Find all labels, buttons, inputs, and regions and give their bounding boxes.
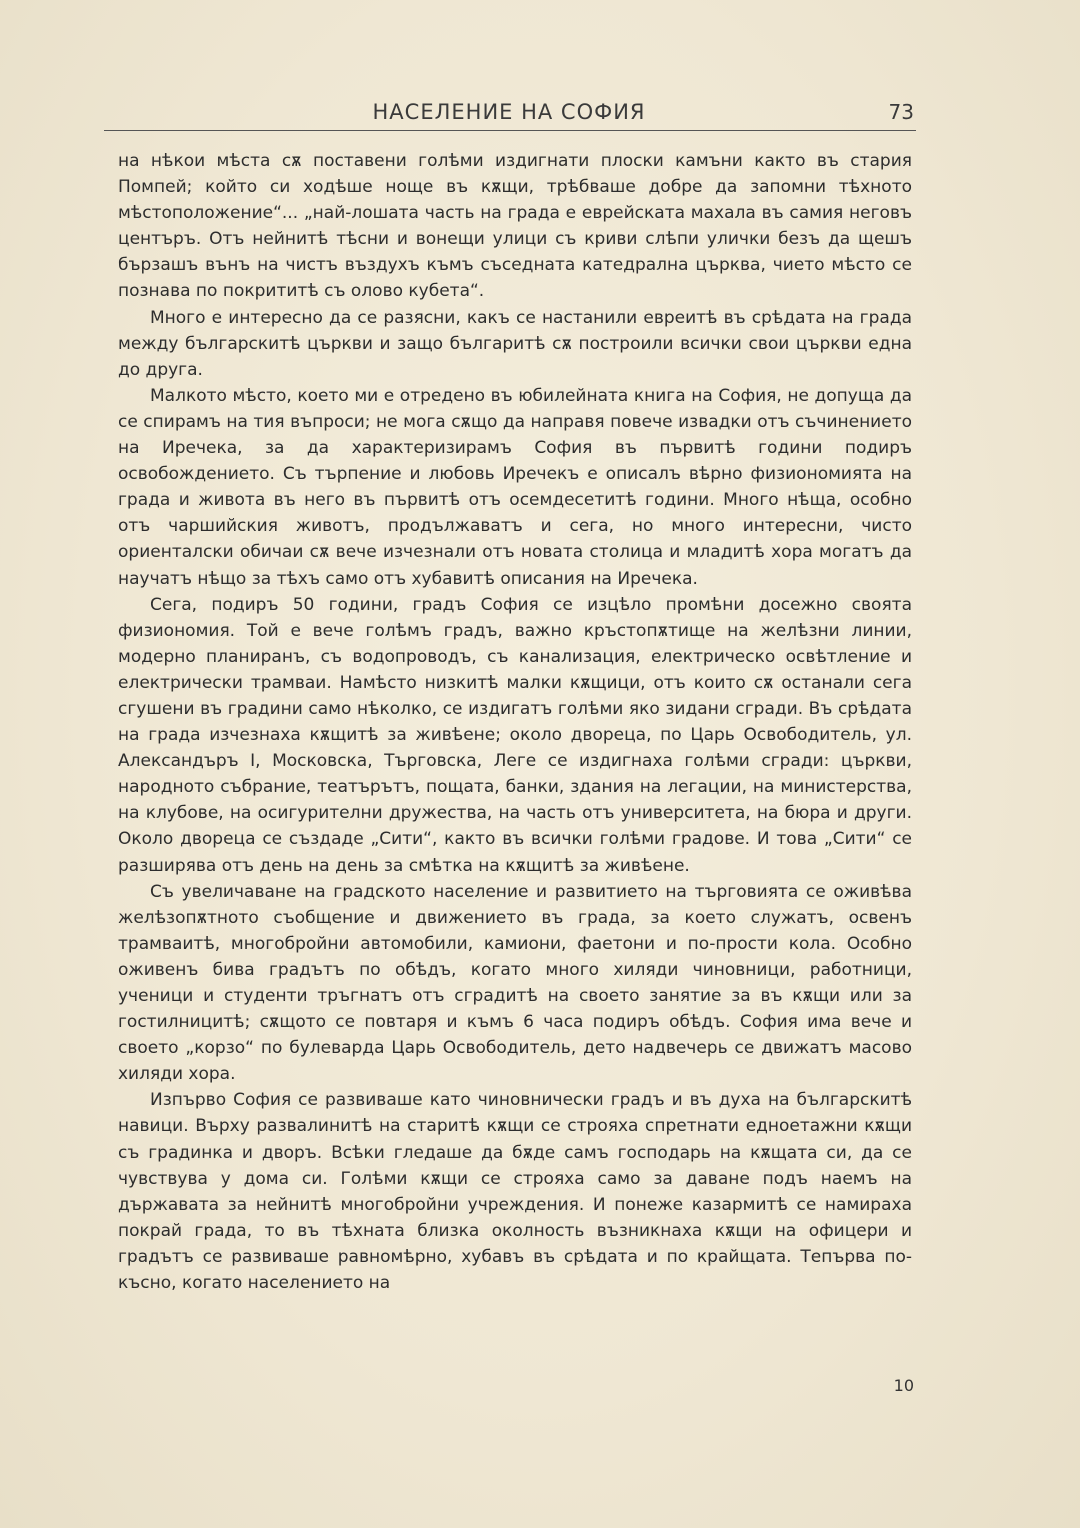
paragraph-2: Много е интересно да се разясни, какъ се настанили евреитѣ въ срѣдата на града между българскитѣ църкви и защо българитѣ сѫ построили всички свои църкви една до друга.: [118, 307, 912, 380]
body-text: [118, 148, 912, 1296]
paragraph-3: Малкото мѣсто, което ми е отредено въ юбилейната книга на София, не допуща да се спирамъ на тия въпроси; не мога сѫщо да направя повече извадки отъ съчинението на Иречека, за да характеризирамъ София въ първитѣ години подиръ освобождението. Съ търпение и любовь Иречекъ е описалъ вѣрно физиономията на града и живота въ него въ първитѣ отъ осемдесетитѣ години. Много нѣща, особно отъ чаршийския животъ, продължаватъ и сега, но много интересни, чисто ориенталски обичаи сѫ вече изчезнали отъ новата столица и младитѣ хора могатъ да научатъ нѣщо за тѣхъ само отъ хубавитѣ описания на Иречека.: [118, 385, 912, 589]
header-rule: [104, 130, 916, 131]
paragraph-1: на нѣкои мѣста сѫ поставени голѣми издигнати плоски камъни както въ стария Помпей; който си ходѣше ноще въ кѫщи, трѣбваше добре да запомни тѣхното мѣстоположение“... „най-лошата часть на града е еврейската махала въ самия неговъ центъръ. Отъ нейнитѣ тѣсни и вонещи улици съ криви слѣпи улички безъ да щешъ бързашъ вънъ на чистъ въздухъ къмъ съседната катедрална църква, чието мѣсто се познава по покрититѣ съ олово кубета“.: [118, 151, 912, 302]
paragraph-5: Съ увеличаване на градското население и развитието на търговията се оживѣва желѣзопѫтното съобщение и движението въ града, за което служатъ, освенъ трамваитѣ, многобройни автомобили, камиони, фаетони и по-прости кола. Особно оживенъ бива градътъ по обѣдъ, когато много хиляди чиновници, работници, ученици и студенти тръгнатъ отъ сградитѣ на своето занятие за въ кѫщи или за гостилницитѣ; сѫщото се повтаря и къмъ 6 часа подиръ обѣдъ. София има вече и своето „корзо“ по булеварда Царь Освободитель, дето надвечерь се движатъ масово хиляди хора.: [118, 881, 912, 1085]
page-title: НАСЕЛЕНИЕ НА СОФИЯ: [372, 100, 646, 124]
paragraph-6: Изпърво София се развиваше като чиновнически градъ и въ духа на българскитѣ навици. Върху развалинитѣ на старитѣ кѫщи се строяха спретнати едноетажни кѫщи съ градинка и дворъ. Всѣки гледаше да бѫде самъ господарь на кѫщата си, да се чувствува у дома си. Голѣми кѫщи се строяха само за даване подъ наемъ на държавата за нейнитѣ многобройни учреждения. И понеже казармитѣ се намираха покрай града, то въ тѣхната близка околность възникнаха кѫщи на офицери и градътъ се развиваше равномѣрно, хубавъ въ срѣдата и по крайщата. Тепърва по-късно, когато населението на: [118, 1090, 912, 1294]
paragraph-4: Сега, подиръ 50 години, градъ София се изцѣло промѣни досежно своята физиономия. Той е вече голѣмъ градъ, важно кръстопѫтище на желѣзни линии, модерно планиранъ, съ водопроводъ, съ канализация, електрическо освѣтление и електрически трамваи. Намѣсто низкитѣ малки кѫщици, отъ които сѫ останали сега сгушени въ градини само нѣколко, се издигатъ голѣми яко зидани сгради. Въ срѣдата на града изчезнаха кѫщитѣ за живѣене; около двореца, по Царь Освободитель, ул. Александъръ I, Московска, Търговска, Леге се издигнаха голѣми сгради: църкви, народното събрание, театърътъ, пощата, банки, здания на легации, на министерства, на клубове, на осигурителни дружества, на часть отъ университета, на бюра и други. Около двореца се създаде „Сити“, както въ всички голѣми градове. И това „Сити“ се разширява отъ день на день за смѣтка на кѫщитѣ за живѣене.: [118, 594, 912, 876]
page-number: 73: [888, 100, 914, 124]
running-header: [104, 98, 914, 130]
signature-mark: 10: [893, 1376, 914, 1395]
